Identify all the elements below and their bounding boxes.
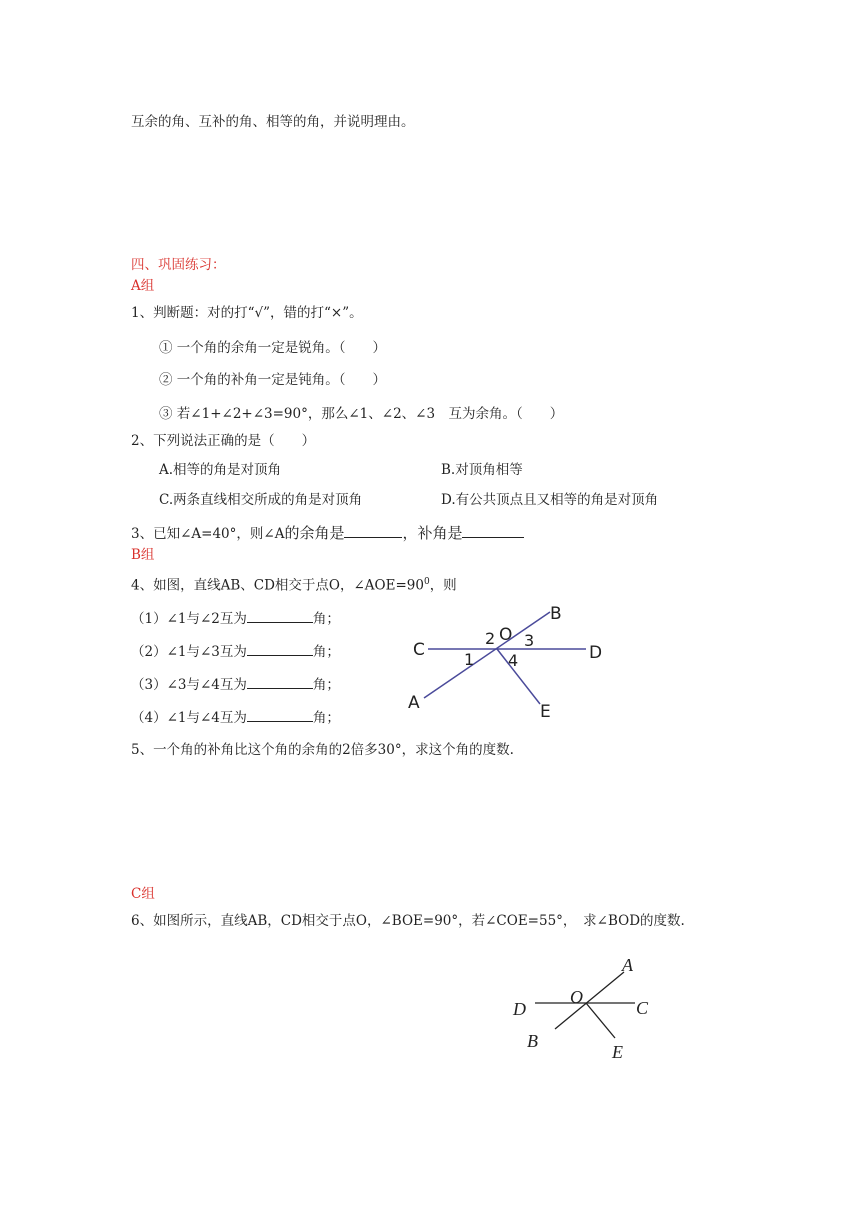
q1-item-2: ② 一个角的补角一定是钝角。（ ） — [159, 372, 387, 388]
q4-figure — [400, 598, 620, 726]
q2-option-c: C.两条直线相交所成的角是对顶角 — [159, 492, 363, 508]
q4-part-3-blank — [247, 674, 313, 689]
fig2-label-e: E — [612, 1042, 623, 1062]
q4-part-4-blank — [247, 707, 313, 722]
q4-part-4-post: 角； — [312, 710, 340, 726]
q2-title: 2、下列说法正确的是（ ） — [131, 433, 316, 449]
fig2-label-o: O — [570, 987, 583, 1007]
q2-option-a: A.相等的角是对顶角 — [159, 462, 282, 478]
q4-part-3-pre: （3）∠3与∠4互为 — [131, 677, 247, 693]
q2-option-b: B.对顶角相等 — [441, 462, 523, 478]
q4-part-1-blank — [247, 608, 313, 623]
q4-part-1-pre: （1）∠1与∠2互为 — [131, 611, 247, 627]
ray-oe — [497, 649, 540, 704]
fig1-label-angle-2: 2 — [485, 629, 496, 648]
q4-part-4-pre: （4）∠1与∠4互为 — [131, 710, 247, 726]
line-ab-2 — [555, 972, 624, 1029]
line-ab — [424, 612, 550, 698]
q4-part-2-pre: （2）∠1与∠3互为 — [131, 644, 247, 660]
fig1-label-angle-1: 1 — [464, 650, 475, 669]
q5: 5、一个角的补角比这个角的余角的2倍多30°，求这个角的度数. — [131, 742, 514, 758]
fig2-label-c: C — [636, 998, 649, 1018]
q1-item-1: ① 一个角的余角一定是锐角。（ ） — [159, 340, 387, 356]
fig1-label-b: B — [550, 604, 562, 624]
q6: 6、如图所示，直线AB，CD相交于点O，∠BOE=90°，若∠COE=55°， 求∠BOD的度数. — [131, 913, 685, 929]
q2-option-d: D.有公共顶点且又相等的角是对顶角 — [441, 492, 659, 508]
intro-line: 互余的角、互补的角、相等的角，并说明理由。 — [131, 114, 415, 130]
q4-part-1 — [131, 608, 340, 628]
fig1-label-angle-4: 4 — [508, 651, 519, 670]
q4-part-3 — [131, 674, 340, 694]
fig2-label-b: B — [527, 1031, 538, 1051]
group-b-label: B组 — [131, 547, 155, 563]
ray-oe-2 — [586, 1003, 615, 1038]
q3-blank-supplement — [462, 523, 524, 538]
fig1-label-angle-3: 3 — [524, 631, 535, 650]
group-a-label: A组 — [131, 278, 155, 294]
q3-prefix: 3、已知∠A=40°，则∠A — [131, 526, 285, 542]
q3-blank-complement — [344, 523, 402, 538]
q4-title-tail: ，则 — [429, 577, 457, 594]
q4-part-1-post: 角； — [312, 611, 340, 627]
q4-title-text: 4、如图，直线AB、CD相交于点O，∠AOE=90 — [131, 577, 424, 594]
q3-mid1: 的余角是 — [284, 524, 345, 542]
fig1-label-d: D — [589, 643, 603, 663]
q4-part-2-post: 角； — [312, 644, 340, 660]
q3-mid2: ，补角是 — [402, 524, 463, 542]
group-c-label: C组 — [131, 886, 155, 902]
q1-title: 1、判断题：对的打“√”，错的打“×”。 — [131, 305, 363, 321]
fig2-label-a: A — [622, 955, 633, 975]
q3-line — [131, 523, 524, 543]
q4-part-2 — [131, 641, 340, 661]
q4-degree-sup: 0 — [423, 577, 430, 587]
fig1-label-o: O — [499, 625, 513, 645]
q4-part-3-post: 角； — [312, 677, 340, 693]
section4-title: 四、巩固练习： — [131, 257, 226, 273]
q4-part-4 — [131, 707, 340, 727]
q6-figure — [505, 950, 665, 1070]
fig1-label-c: C — [413, 640, 425, 660]
q4-title — [131, 573, 457, 595]
fig1-label-a: A — [408, 693, 420, 713]
fig1-label-e: E — [540, 702, 551, 722]
q1-item-3: ③ 若∠1+∠2+∠3=90°，那么∠1、∠2、∠3 互为余角。（ ） — [159, 406, 564, 422]
q4-part-2-blank — [247, 641, 313, 656]
fig2-label-d: D — [513, 999, 526, 1019]
